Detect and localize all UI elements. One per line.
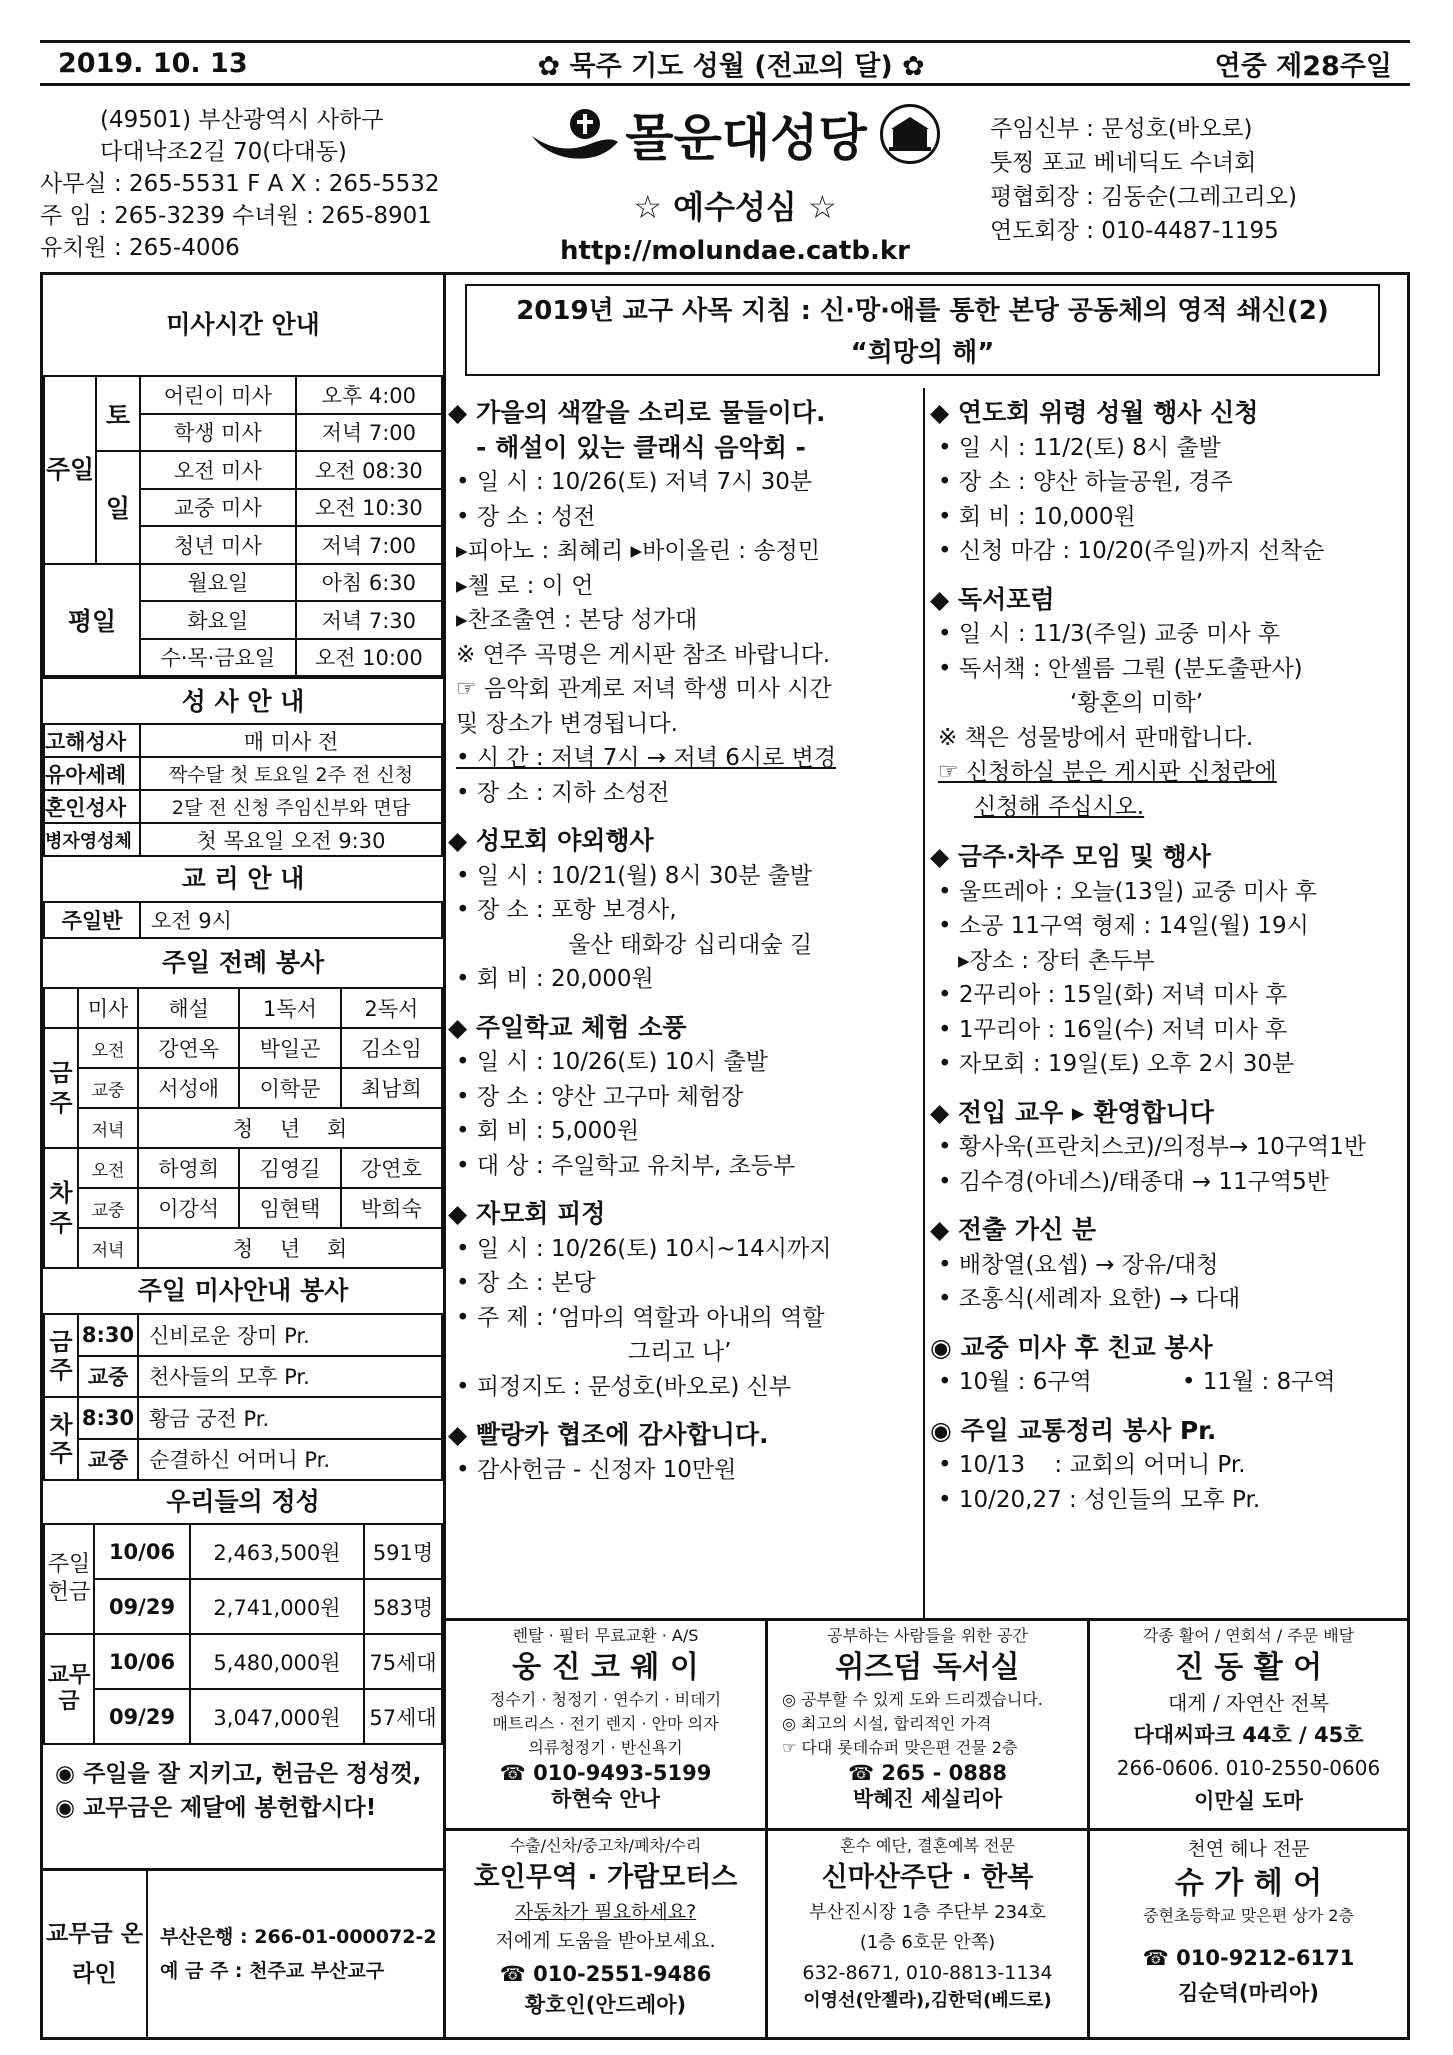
mass-slot: 저녁 xyxy=(78,1228,138,1268)
mass-name: 학생 미사 xyxy=(140,414,296,452)
ad-detail: 중현초등학교 맞은편 상가 2층 xyxy=(1143,1906,1354,1925)
saturday-label: 토 xyxy=(96,376,140,451)
sunday-offering-label: 주일헌금 xyxy=(44,1524,94,1634)
frame-bottom xyxy=(40,2037,1410,2040)
moved-out-title: ◆ 전출 가신 분 xyxy=(930,1215,1097,1244)
banner-line: 2019년 교구 사목 지침 : 신·망·애를 통한 본당 공동체의 영적 쇄신(2) xyxy=(516,296,1329,326)
offering-note: ◉ 주일을 잘 지키고, 헌금은 정성껏, xyxy=(55,1761,422,1787)
sacrament-name: 유아세례 xyxy=(44,757,140,790)
traffic-line: • 10/20,27 : 성인들의 모후 Pr. xyxy=(938,1486,1261,1513)
ad-contact: 황호인(안드레아) xyxy=(524,1993,687,2017)
guide-title: 주일 미사안내 봉사 xyxy=(137,1276,349,1305)
left-column xyxy=(43,275,443,1865)
book-forum-title: ◆ 독서포럼 xyxy=(930,584,1055,614)
commentator: 강연옥 xyxy=(138,1028,239,1068)
book-line: ‘황혼의 미학’ xyxy=(1070,690,1204,716)
offering-date: 09/29 xyxy=(94,1579,190,1634)
sunday-school-title: ◆ 주일학교 체험 소풍 xyxy=(448,1012,687,1042)
mass-name: 어린이 미사 xyxy=(140,376,296,414)
ad-tagline: 공부하는 사람들을 위한 공간 xyxy=(827,1626,1028,1645)
mass-name: 월요일 xyxy=(140,564,296,602)
offering-date: 10/06 xyxy=(94,1634,190,1689)
mass-slot: 교중 xyxy=(78,1068,138,1108)
thanks-line: • 감사헌금 - 신정자 10만원 xyxy=(456,1456,737,1483)
ad-tagline: 천연 헤나 전문 xyxy=(1187,1838,1310,1860)
outing-title: ◆ 성모회 야외행사 xyxy=(448,826,654,855)
yeondo-title: ◆ 연도회 위령 성월 행사 신청 xyxy=(930,398,1259,427)
sunday-school-line: • 장 소 : 양산 고구마 체험장 xyxy=(456,1083,744,1110)
ad-phone: 266-0606. 010-2550-0606 xyxy=(1116,1756,1381,1780)
next-week-label: 차주 xyxy=(44,1148,78,1268)
sunday-school-line: • 대 상 : 주일학교 유치부, 초등부 xyxy=(456,1152,796,1179)
concert-line: • 일 시 : 10/26(토) 저녁 7시 30분 xyxy=(456,469,813,495)
ad-detail: 의류청정기 · 반신욕기 xyxy=(528,1738,683,1757)
meeting-line: • 자모회 : 19일(토) 오후 2시 30분 xyxy=(938,1051,1295,1077)
ad-name: 위즈덤 독서실 xyxy=(835,1650,1020,1685)
col-head: 2독서 xyxy=(341,988,442,1028)
council-president: 평협회장 : 김동순(그레고리오) xyxy=(990,184,1297,210)
concert-line: ▸피아노 : 최혜리 ▸바이올린 : 송정민 xyxy=(456,538,820,564)
fellowship-oct: • 10월 : 6구역 xyxy=(938,1369,1092,1395)
ad-sinmasan-hanbok xyxy=(768,1834,1087,2014)
meeting-line: • 소공 11구역 형제 : 14일(월) 19시 xyxy=(938,913,1309,939)
offering-table xyxy=(43,1523,443,1745)
retreat-line: • 일 시 : 10/26(토) 10시~14시까지 xyxy=(456,1235,832,1262)
traffic-title: ◉ 주일 교통정리 봉사 Pr. xyxy=(930,1415,1217,1445)
doctrine-time: 오전 9시 xyxy=(140,902,442,938)
ad-detail: ◎ 최고의 시설, 합리적인 가격 xyxy=(782,1714,992,1733)
blank-cell xyxy=(44,988,78,1028)
banner-line: “희망의 해” xyxy=(850,338,995,368)
reader-2: 강연호 xyxy=(341,1148,442,1188)
online-box xyxy=(43,1871,443,2037)
ad-sugar-hair xyxy=(1090,1834,1407,2006)
office-phone: 사무실 : 265-5531 F A X : 265-5532 xyxy=(40,171,440,197)
meeting-line: ▸장소 : 장터 촌두부 xyxy=(958,947,1155,974)
liturgy-table xyxy=(43,987,443,1269)
parish-motto: ☆ 예수성심 ☆ xyxy=(633,188,837,226)
col-head: 해설 xyxy=(138,988,239,1028)
ad-contact: 박혜진 세실리아 xyxy=(852,1787,1003,1811)
sacrament-table xyxy=(43,723,443,857)
outing-line: • 회 비 : 20,000원 xyxy=(456,966,654,992)
praesidium: 황금 궁전 Pr. xyxy=(138,1397,442,1439)
church-building-icon xyxy=(880,104,940,164)
commentator: 하영희 xyxy=(138,1148,239,1188)
ad-detail: 저에게 도움을 받아보세요. xyxy=(495,1930,716,1952)
contact-info xyxy=(40,104,480,264)
mass-slot: 8:30 xyxy=(78,1314,138,1356)
mass-slot: 교중 xyxy=(78,1188,138,1228)
book-line: • 독서책 : 안셀름 그뤈 (분도출판사) xyxy=(938,655,1303,682)
doctrine-title: 교 리 안 내 xyxy=(181,864,305,893)
meetings-title: ◆ 금주·차주 모임 및 행사 xyxy=(930,842,1211,871)
concert-line: ▸찬조출연 : 본당 성가대 xyxy=(456,607,698,633)
praesidium: 천사들의 모후 Pr. xyxy=(138,1356,442,1398)
book-line: ※ 책은 성물방에서 판매합니다. xyxy=(938,724,1254,751)
sisters: 툿찡 포교 베네딕도 수녀회 xyxy=(990,150,1257,176)
retreat-title: ◆ 자모회 피정 xyxy=(448,1199,606,1228)
rectory-phone: 주 임 : 265-3239 수녀원 : 265-8901 xyxy=(40,203,432,229)
praesidium: 순결하신 어머니 Pr. xyxy=(138,1439,442,1481)
kindergarten-phone: 유치원 : 265-4006 xyxy=(40,235,240,261)
ad-phone: 632-8671, 010-8813-1134 xyxy=(802,1962,1053,1984)
sacrament-info: 첫 목요일 오전 9:30 xyxy=(140,823,442,856)
offering-title: 우리들의 정성 xyxy=(166,1487,320,1516)
ad-name: 호인무역 · 가람모터스 xyxy=(473,1862,738,1893)
book-line: • 일 시 : 11/3(주일) 교중 미사 후 xyxy=(938,621,1281,647)
retreat-line: • 주 제 : ‘엄마의 역할과 아내의 역할 xyxy=(456,1304,825,1331)
this-week-label: 금주 xyxy=(44,1028,78,1148)
offering-notes xyxy=(43,1745,443,1865)
sacrament-info: 매 미사 전 xyxy=(140,724,442,757)
right-column xyxy=(930,388,1405,1517)
bank-account: 부산은행 : 266-01-000072-2 xyxy=(160,1926,437,1948)
frame-right xyxy=(1407,272,1410,2040)
yeondo-line: • 회 비 : 10,000원 xyxy=(938,503,1136,530)
mass-slot: 오전 xyxy=(78,1028,138,1068)
ad-contact: 이영선(안젤라),김한덕(베드로) xyxy=(803,1990,1052,2011)
offering-date: 09/29 xyxy=(94,1689,190,1744)
ad-phone: ☎ 010-9493-5199 xyxy=(499,1761,712,1785)
ad-contact: 이만실 도마 xyxy=(1194,1789,1303,1813)
mass-time: 아침 6:30 xyxy=(296,564,442,602)
book-line: 신청해 주십시오. xyxy=(974,793,1145,820)
moved-line: • 조홍식(세례자 요한) → 다대 xyxy=(938,1286,1241,1312)
mass-schedule-table xyxy=(43,375,443,677)
book-line: ☞ 신청하실 분은 게시판 신청란에 xyxy=(938,759,1277,785)
parish-logo xyxy=(505,98,965,273)
concert-line: • 장 소 : 지하 소성전 xyxy=(456,779,670,806)
ad-detail: (1층 6호문 안쪽) xyxy=(859,1932,996,1953)
fellowship-title: ◉ 교중 미사 후 친교 봉사 xyxy=(930,1332,1213,1362)
pastor: 주임신부 : 문성호(바오로) xyxy=(990,116,1253,142)
mass-name: 교중 미사 xyxy=(140,489,296,527)
yeondo-line: • 일 시 : 11/2(토) 8시 출발 xyxy=(938,434,1221,461)
outing-line: • 일 시 : 10/21(월) 8시 30분 출발 xyxy=(456,862,813,889)
col-head: 미사 xyxy=(78,988,138,1028)
ad-name: 슈 가 헤 어 xyxy=(1174,1866,1323,1901)
mass-time: 저녁 7:00 xyxy=(296,414,442,452)
reader-2: 박희숙 xyxy=(341,1188,442,1228)
mass-time: 오전 10:00 xyxy=(296,639,442,677)
mass-name: 화요일 xyxy=(140,601,296,639)
reader-1: 임현택 xyxy=(239,1188,340,1228)
mass-slot: 저녁 xyxy=(78,1108,138,1148)
middle-column xyxy=(448,388,923,1487)
fellowship-nov: • 11월 : 8구역 xyxy=(1181,1369,1336,1395)
mass-time: 오전 08:30 xyxy=(296,451,442,489)
offering-date: 10/06 xyxy=(94,1524,190,1579)
meeting-line: • 1꾸리아 : 16일(수) 저녁 미사 후 xyxy=(938,1016,1288,1043)
moved-line: • 배창열(요셉) → 장유/대청 xyxy=(938,1251,1219,1278)
offering-amount: 2,463,500원 xyxy=(190,1524,364,1579)
doctrine-class: 주일반 xyxy=(44,902,140,938)
yeondo-line: • 장 소 : 양산 하늘공원, 경주 xyxy=(938,469,1233,495)
staff-info xyxy=(990,112,1410,248)
reader-1: 박일곤 xyxy=(239,1028,340,1068)
mass-name: 청년 미사 xyxy=(140,526,296,564)
guide-table xyxy=(43,1313,443,1481)
reader-2: 최남희 xyxy=(341,1068,442,1108)
sacrament-name: 병자영성체 xyxy=(44,823,140,856)
postal-address: (49501) 부산광역시 사하구 xyxy=(100,107,384,133)
weekday-label: 평일 xyxy=(44,564,140,677)
ad-name: 웅 진 코 웨 이 xyxy=(512,1650,699,1685)
ad-jindong-fish xyxy=(1090,1624,1407,1818)
mid-right-divider xyxy=(923,388,925,1618)
masthead xyxy=(40,40,1410,86)
ad-detail: 자동차가 필요하세요? xyxy=(514,1901,697,1923)
offering-count: 583명 xyxy=(364,1579,442,1634)
month-theme: ✿ 묵주 기도 성월 (전교의 달) ✿ xyxy=(537,50,925,82)
col-head: 1독서 xyxy=(239,988,340,1028)
outing-line: 울산 태화강 십리대숲 길 xyxy=(568,931,813,958)
ad-phone: ☎ 265 - 0888 xyxy=(847,1761,1008,1785)
reader-1: 이학문 xyxy=(239,1068,340,1108)
parish-due-label: 교무금 xyxy=(44,1634,94,1744)
sacrament-name: 혼인성사 xyxy=(44,790,140,823)
sunday-school-line: • 일 시 : 10/26(토) 10시 출발 xyxy=(456,1049,768,1075)
mass-name: 오전 미사 xyxy=(140,451,296,489)
logo-wave-icon xyxy=(530,106,620,162)
next-week-label: 차주 xyxy=(44,1397,78,1480)
online-label: 교무금 온라인 xyxy=(43,1871,148,2037)
newcomer-line: • 김수경(아네스)/태종대 → 11구역5반 xyxy=(938,1168,1329,1195)
newcomer-line: • 황사욱(프란치스코)/의정부→ 10구역1반 xyxy=(938,1134,1367,1160)
liturgy-title: 주일 전례 봉사 xyxy=(161,948,325,977)
offering-count: 591명 xyxy=(364,1524,442,1579)
mass-slot: 교중 xyxy=(78,1356,138,1398)
mass-time: 오전 10:30 xyxy=(296,489,442,527)
meeting-line: • 2꾸리아 : 15일(화) 저녁 미사 후 xyxy=(938,982,1288,1008)
offering-amount: 3,047,000원 xyxy=(190,1689,364,1744)
mass-time: 저녁 7:30 xyxy=(296,601,442,639)
commentator: 이강석 xyxy=(138,1188,239,1228)
street-address: 다대낙조2길 70(다대동) xyxy=(100,139,347,165)
ad-tagline: 혼수 예단, 결혼예복 전문 xyxy=(840,1836,1015,1855)
ad-coway xyxy=(446,1624,765,1812)
newcomers-title: ◆ 전입 교우 ▸ 환영합니다 xyxy=(930,1097,1214,1127)
offering-amount: 2,741,000원 xyxy=(190,1579,364,1634)
ad-detail: 다대씨파크 44호 / 45호 xyxy=(1133,1723,1364,1747)
mass-slot: 8:30 xyxy=(78,1397,138,1439)
mass-time: 저녁 7:00 xyxy=(296,526,442,564)
offering-count: 75세대 xyxy=(364,1634,442,1689)
praesidium: 신비로운 장미 Pr. xyxy=(138,1314,442,1356)
meeting-line: • 울뜨레아 : 오늘(13일) 교중 미사 후 xyxy=(938,878,1318,905)
youth-group: 청 년 회 xyxy=(138,1108,442,1148)
sacrament-info: 짝수달 첫 토요일 2주 전 신청 xyxy=(140,757,442,790)
concert-line: • 장 소 : 성전 xyxy=(456,503,596,530)
pastoral-guideline-banner xyxy=(465,284,1380,376)
concert-line: 및 장소가 변경됩니다. xyxy=(456,710,678,737)
ads-top-line xyxy=(443,1618,1410,1621)
ad-detail: 대게 / 자연산 전복 xyxy=(1167,1691,1330,1715)
concert-line: ▸첼 로 : 이 언 xyxy=(456,572,594,599)
liturgical-week: 연중 제28주일 xyxy=(1214,50,1392,82)
sunday-school-line: • 회 비 : 5,000원 xyxy=(456,1118,640,1144)
ad-tagline: 렌탈 · 필터 무료교환 · A/S xyxy=(512,1626,699,1645)
ad-name: 신마산주단 · 한복 xyxy=(821,1862,1034,1893)
ad-name: 진 동 활 어 xyxy=(1174,1650,1323,1685)
retreat-line: • 장 소 : 본당 xyxy=(456,1270,596,1296)
parish-name: 몰운대성당 xyxy=(625,109,867,167)
account-holder: 예 금 주 : 천주교 부산교구 xyxy=(160,1960,385,1982)
concert-line: ※ 연주 곡명은 게시판 참조 바랍니다. xyxy=(456,641,831,668)
concert-title: ◆ 가을의 색깔을 소리로 물들이다. xyxy=(448,398,826,427)
outing-line: • 장 소 : 포항 보경사, xyxy=(456,897,677,923)
yeondo-line: • 신청 마감 : 10/20(주일)까지 선착순 xyxy=(938,538,1325,564)
ad-detail: ◎ 공부할 수 있게 도와 드리겠습니다. xyxy=(782,1690,1043,1709)
offering-count: 57세대 xyxy=(364,1689,442,1744)
retreat-line: 그리고 나’ xyxy=(628,1339,732,1365)
mass-time: 오후 4:00 xyxy=(296,376,442,414)
parish-website[interactable]: http://molundae.catb.kr xyxy=(560,236,910,266)
ad-phone: ☎ 010-2551-9486 xyxy=(499,1962,712,1986)
ad-detail: 매트리스 · 전기 렌지 · 안마 의자 xyxy=(492,1714,719,1733)
concert-line: • 시 간 : 저녁 7시 → 저녁 6시로 변경 xyxy=(456,745,837,771)
offering-amount: 5,480,000원 xyxy=(190,1634,364,1689)
concert-subtitle: - 해설이 있는 클래식 음악회 - xyxy=(476,432,806,462)
reader-2: 김소임 xyxy=(341,1028,442,1068)
reader-1: 김영길 xyxy=(239,1148,340,1188)
this-week-label: 금주 xyxy=(44,1314,78,1397)
mass-name: 수·목·금요일 xyxy=(140,639,296,677)
concert-line: ☞ 음악회 관계로 저녁 학생 미사 시간 xyxy=(456,676,832,702)
sacrament-title: 성 사 안 내 xyxy=(43,677,443,723)
offering-note: ◉ 교무금은 제달에 봉헌합시다! xyxy=(55,1795,377,1821)
ad-detail: 부산진시장 1층 주단부 234호 xyxy=(809,1902,1046,1923)
ad-detail: 정수기 · 청정기 · 연수기 · 비데기 xyxy=(489,1690,722,1709)
ad-detail: ☞ 다대 롯데슈퍼 맞은편 건물 2층 xyxy=(782,1738,1018,1757)
ad-contact: 김순덕(마리아) xyxy=(1178,1981,1319,2005)
fellowship-line xyxy=(930,1365,1405,1400)
mass-title: 미사시간 안내 xyxy=(166,310,320,339)
mass-slot: 오전 xyxy=(78,1148,138,1188)
retreat-line: • 피정지도 : 문성호(바오로) 신부 xyxy=(456,1373,792,1400)
ad-tagline: 각종 활어 / 연회석 / 주문 배달 xyxy=(1142,1626,1355,1645)
sunday-day-label: 일 xyxy=(96,451,140,564)
youth-group: 청 년 회 xyxy=(138,1228,442,1268)
yeondo-president: 연도회장 : 010-4487-1195 xyxy=(990,218,1279,244)
sacrament-info: 2달 전 신청 주임신부와 면담 xyxy=(140,790,442,823)
commentator: 서성애 xyxy=(138,1068,239,1108)
sunday-label: 주일 xyxy=(44,376,96,564)
ads-mid-line xyxy=(443,1828,1410,1831)
issue-date: 2019. 10. 13 xyxy=(58,47,248,79)
thanks-title: ◆ 빨랑카 협조에 감사합니다. xyxy=(448,1420,769,1449)
ad-tagline: 수출/신차/중고차/폐차/수리 xyxy=(509,1836,702,1855)
ad-wisdom-study xyxy=(768,1624,1087,1812)
ad-contact: 하현숙 안나 xyxy=(551,1787,660,1811)
sacrament-name: 고해성사 xyxy=(44,724,140,757)
doctrine-table xyxy=(43,901,443,939)
ad-hoin-motors xyxy=(446,1834,765,2018)
mass-slot: 교중 xyxy=(78,1439,138,1481)
ad-phone: ☎ 010-9212-6171 xyxy=(1142,1946,1355,1970)
traffic-line: • 10/13 : 교회의 어머니 Pr. xyxy=(938,1452,1246,1478)
